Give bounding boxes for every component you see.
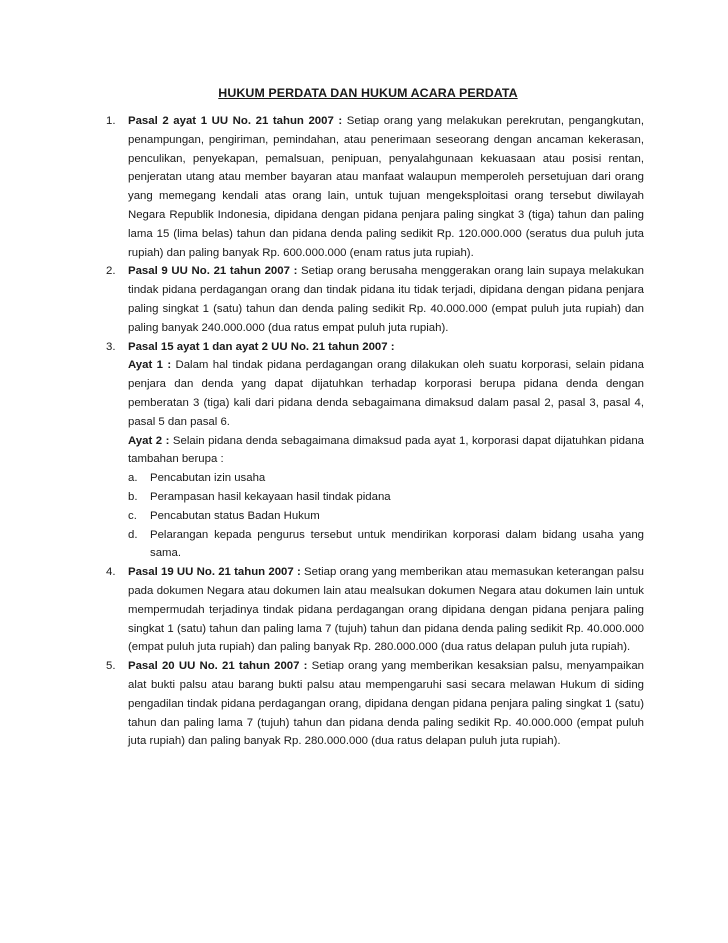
item-number: 2.	[106, 265, 116, 278]
item-number: 3.	[106, 340, 116, 353]
ayat-label: Ayat 1 :	[128, 359, 172, 372]
article-text: Setiap orang yang memberikan atau memasukan keterangan palsu pada dokumen Negara atau dokumen lain atau mealsukan dokumen Negara atau dokumen lain untuk mempermudah terjadinya tindak pidana perdagangan orang dipidana dengan pidana penjara paling singkat 1 (satu) tahun dan paling lama 7 (tujuh) tahun dan pidana denda paling sedikit Rp. 40.000.000 (empat puluh juta rupiah) dan paling banyak Rp. 280.000.000 (dua ratus delapan puluh juta rupiah).	[128, 566, 644, 654]
article-heading: Pasal 19 UU No. 21 tahun 2007 :	[128, 566, 301, 579]
sub-list-item	[128, 488, 644, 507]
article-text: Setiap orang berusaha menggerakan orang lain supaya melakukan tindak pidana perdagangan orang dan tindak pidana itu tidak terjadi, dipidana dengan pidana penjara paling singkat 1 (satu) tahun dan denda paling sedikit Rp. 40.000.000 (empat puluh juta rupiah) dan paling banyak 240.000.000 (dua ratus empat puluh juta rupiah).	[128, 265, 644, 334]
item-number: 1.	[106, 115, 116, 127]
article-text: Setiap orang yang melakukan perekrutan, pengangkutan, penampungan, pengiriman, pemindahan, atau penerimaan seseorang dengan ancaman kekerasan, penculikan, penyekapan, pemalsuan, penipuan, penyalahgunaan kekuasaan atau posisi rentan, penjeratan utang atau member bayaran atau manfaat walaupun memperoleh persetujuan dari orang yang memegang kendali atas orang lain, untuk tujuan mengeksploitasi orang tersebut diwilayah Negara Republik Indonesia, dipidana dengan pidana penjara paling singkat 3 (tiga) tahun dan paling lama 15 (lima belas) tahun dan pidana denda paling sedikit Rp. 120.000.000 (seratus dua puluh juta rupiah) dan paling banyak Rp. 600.000.000 (enam ratus juta rupiah).	[128, 115, 644, 259]
ayat-2-paragraph	[128, 432, 644, 470]
sub-item-text: Pelarangan kepada pengurus tersebut untuk mendirikan korporasi dalam bidang usaha yang sama.	[150, 528, 644, 560]
sub-list-item	[128, 469, 644, 488]
article-list	[92, 112, 644, 751]
sub-item-letter: d.	[128, 528, 138, 541]
document-title: HUKUM PERDATA DAN HUKUM ACARA PERDATA	[218, 86, 518, 100]
article-heading: Pasal 15 ayat 1 dan ayat 2 UU No. 21 tahun 2007 :	[128, 340, 395, 353]
sub-item-text: Pencabutan status Badan Hukum	[150, 509, 320, 522]
article-heading: Pasal 9 UU No. 21 tahun 2007 :	[128, 265, 298, 278]
sub-list-item	[128, 526, 644, 564]
ayat-1-paragraph	[128, 356, 644, 431]
item-number: 5.	[106, 660, 116, 673]
list-item	[92, 563, 644, 657]
list-item	[92, 262, 644, 337]
list-item	[92, 112, 644, 262]
sub-item-letter: b.	[128, 490, 138, 503]
ayat-text: Selain pidana denda sebagaimana dimaksud pada ayat 1, korporasi dapat dijatuhkan pidana tambahan berupa :	[128, 434, 644, 466]
list-item	[92, 338, 644, 564]
article-heading: Pasal 20 UU No. 21 tahun 2007 :	[128, 660, 308, 673]
sub-item-letter: a.	[128, 472, 138, 485]
sub-list	[128, 469, 644, 563]
sub-item-letter: c.	[128, 509, 137, 522]
article-heading: Pasal 2 ayat 1 UU No. 21 tahun 2007 :	[128, 115, 343, 127]
list-item	[92, 657, 644, 751]
ayat-label: Ayat 2 :	[128, 434, 170, 447]
item-number: 4.	[106, 566, 116, 579]
sub-item-text: Pencabutan izin usaha	[150, 472, 266, 485]
sub-list-item	[128, 507, 644, 526]
ayat-text: Dalam hal tindak pidana perdagangan orang dilakukan oleh suatu korporasi, selain pidana penjara dan denda yang dapat dijatuhkan terhadap korporasi berupa pidana denda dengan pemberatan 3 (tiga) kali dari pidana denda sebagaimana dimaksud dalam pasal 2, pasal 3, pasal 4, pasal 5 dan pasal 6.	[128, 359, 644, 428]
sub-item-text: Perampasan hasil kekayaan hasil tindak pidana	[150, 490, 391, 503]
article-text: Setiap orang yang memberikan kesaksian palsu, menyampaikan alat bukti palsu atau barang bukti palsu atau mempengaruhi sasi secara melawan Hukum di siding pengadilan tindak pidana perdagangan orang, dipidana dengan pidana penjara paling singkat 1 (satu) tahun dan paling lama 7 (tujuh) tahun dan pidana denda paling sedikit Rp. 40.000.000 (empat puluh juta rupiah) dan paling banyak Rp. 280.000.000 (dua ratus delapan puluh juta rupiah).	[128, 660, 644, 748]
